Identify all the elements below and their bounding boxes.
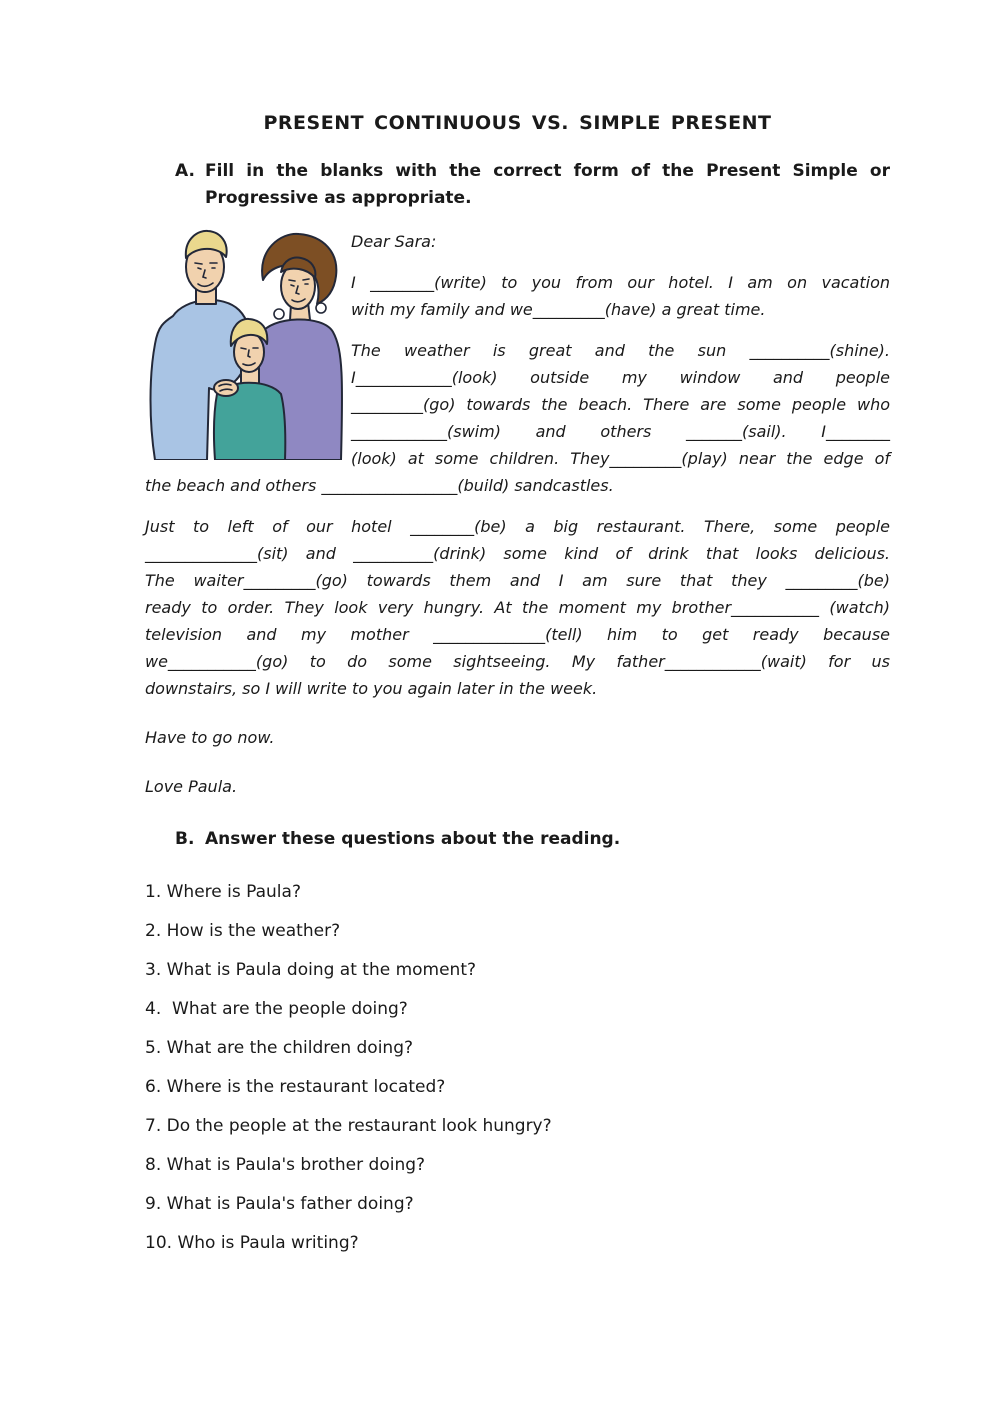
letter-line: ______________(sit) and __________(drink) some kind of drink that looks delicious.	[145, 544, 890, 563]
letter-line: ready to order. They look very hungry. At the moment my brother___________ (watch)	[145, 598, 890, 617]
letter-line: The weather is great and the sun __________(shine).	[351, 341, 890, 360]
question-item: 6. Where is the restaurant located?	[145, 1077, 446, 1097]
letter-line: I____________(look) outside my window and people	[351, 368, 890, 387]
letter-closing-2: Love Paula.	[145, 777, 238, 796]
question-item: 2. How is the weather?	[145, 921, 341, 941]
section-b-instruction: Answer these questions about the reading.	[205, 829, 621, 849]
question-item: 5. What are the children doing?	[145, 1038, 414, 1058]
questions-list	[145, 883, 890, 1252]
letter-salutation: Dear Sara:	[351, 232, 437, 251]
letter-line: The waiter_________(go) towards them and I am sure that they _________(be)	[145, 571, 890, 590]
section-a-label: A.	[175, 161, 195, 181]
letter-line: Just to left of our hotel ________(be) a big restaurant. There, some people	[145, 517, 890, 536]
letter-line: the beach and others _________________(build) sandcastles.	[145, 476, 614, 495]
letter-body	[145, 228, 890, 800]
instruction-line: Fill in the blanks with the correct form of the Present Simple or	[205, 161, 890, 181]
question-item: 4. What are the people doing?	[145, 999, 408, 1019]
question-item: 8. What is Paula's brother doing?	[145, 1155, 426, 1175]
letter-line: _________(go) towards the beach. There are some people who	[351, 395, 890, 414]
section-b-label: B.	[175, 829, 195, 849]
question-item: 1. Where is Paula?	[145, 882, 301, 902]
family-illustration	[145, 228, 345, 460]
question-item: 10. Who is Paula writing?	[145, 1233, 359, 1253]
family-clipart-icon	[145, 228, 345, 460]
instruction-line: Progressive as appropriate.	[205, 188, 472, 208]
letter-closing-1: Have to go now.	[145, 728, 275, 747]
section-a-instruction	[205, 158, 890, 212]
letter-line: (look) at some children. They_________(play) near the edge of	[351, 449, 890, 468]
letter-line: television and my mother ______________(tell) him to get ready because	[145, 625, 890, 644]
page-title: PRESENT CONTINUOUS VS. SIMPLE PRESENT	[263, 112, 772, 134]
letter-line: with my family and we_________(have) a great time.	[351, 300, 766, 319]
question-item: 9. What is Paula's father doing?	[145, 1194, 414, 1214]
letter-line: we___________(go) to do some sightseeing. My father____________(wait) for us	[145, 652, 890, 671]
section-a-header	[175, 158, 890, 212]
question-item: 3. What is Paula doing at the moment?	[145, 960, 477, 980]
section-b-header	[175, 826, 890, 853]
letter-line: downstairs, so I will write to you again later in the week.	[145, 679, 598, 698]
letter-line: ____________(swim) and others _______(sail). I________	[351, 422, 890, 441]
letter-paragraph-3	[145, 513, 890, 702]
letter-line: I ________(write) to you from our hotel. I am on vacation	[351, 273, 890, 292]
question-item: 7. Do the people at the restaurant look hungry?	[145, 1116, 552, 1136]
